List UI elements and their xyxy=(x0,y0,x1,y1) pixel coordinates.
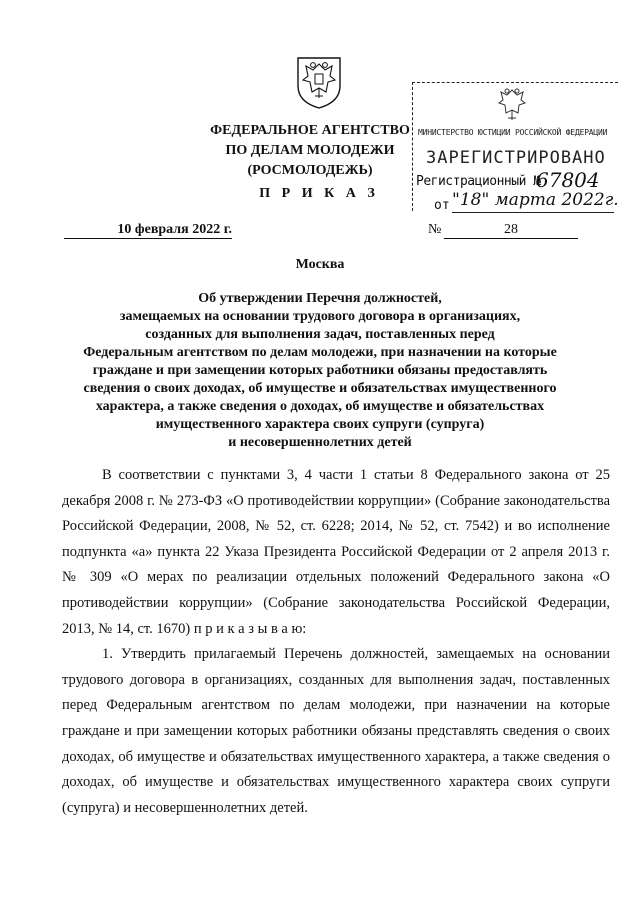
agency-name-line: ПО ДЕЛАМ МОЛОДЕЖИ xyxy=(225,143,395,158)
stamp-reg-label: Регистрационный № xyxy=(416,174,541,189)
stamp-reg-number: 67804 xyxy=(536,168,600,192)
agency-name-line: (РОСМОЛОДЕЖЬ) xyxy=(247,163,373,178)
stamp-emblem-icon xyxy=(494,86,530,126)
document-type: П Р И К А З xyxy=(259,186,379,201)
number-sign: № xyxy=(428,222,442,237)
order-body xyxy=(62,463,610,821)
stamp-date-underline xyxy=(452,212,614,213)
order-title xyxy=(70,290,570,452)
stamp-date-label: от xyxy=(434,198,450,213)
order-date: 10 февраля 2022 г. xyxy=(64,222,232,239)
city: Москва xyxy=(295,257,345,272)
agency-name xyxy=(196,121,424,181)
order-number: 28 xyxy=(444,222,578,239)
order-number-line xyxy=(428,222,578,238)
title-line: Федеральным агентством по делам молодежи, при назначении на которые xyxy=(83,345,557,360)
item-1-paragraph: 1. Утвердить прилагаемый Перечень должностей, замещаемых на основании трудового договора в организациях, созданных для выполнения задач, поставленных перед Федеральным агентством по делам молодежи, при назначении на которые граждане и при замещении которых работники обязаны представлять сведения о своих доходах, об имуществе и обязательствах имущественного характера, а также сведения о доходах, об имуществе и обязательствах имущественного характера своих супруги (супруга) и несовершеннолетних детей. xyxy=(62,646,610,816)
stamp-date-value: "18" марта 2022г. xyxy=(452,190,619,210)
title-line: созданных для выполнения задач, поставленных перед xyxy=(145,327,495,342)
registration-stamp xyxy=(404,72,629,220)
title-line: имущественного характера своих супруги (супруга) xyxy=(155,417,485,432)
stamp-ministry: МИНИСТЕРСТВО ЮСТИЦИИ РОССИЙСКОЙ ФЕДЕРАЦИИ xyxy=(418,128,608,137)
title-line: Об утверждении Перечня должностей, xyxy=(198,291,442,306)
stamp-status: ЗАРЕГИСТРИРОВАНО xyxy=(426,148,606,168)
title-line: замещаемых на основании трудового договора в организациях, xyxy=(119,309,521,324)
title-line: характера, а также сведения о доходах, об имуществе и обязательствах xyxy=(95,399,545,414)
coat-of-arms-icon xyxy=(294,52,344,110)
preamble-paragraph: В соответствии с пунктами 3, 4 части 1 статьи 8 Федерального закона от 25 декабря 2008 г. № 273-ФЗ «О противодействии коррупции» (Собрание законодательства Российской Федерации, 2008, № 52, ст. 6228; 2014, № 52, ст. 7542) и во исполнение подпункта «а» пункта 22 Указа Президента Российской Федерации от 2 апреля 2013 г. № 309 «О мерах по реализации отдельных положений Федерального закона «О противодействии коррупции» (Собрание законодательства Российской Федерации, 2013, № 14, ст. 1670) п р и к а з ы в а ю: xyxy=(62,467,610,637)
title-line: и несовершеннолетних детей xyxy=(228,435,412,450)
title-line: сведения о своих доходах, об имуществе и обязательствах имущественного xyxy=(83,381,557,396)
title-line: граждане и при замещении которых работники обязаны предоставлять xyxy=(92,363,548,378)
agency-name-line: ФЕДЕРАЛЬНОЕ АГЕНТСТВО xyxy=(210,123,410,138)
